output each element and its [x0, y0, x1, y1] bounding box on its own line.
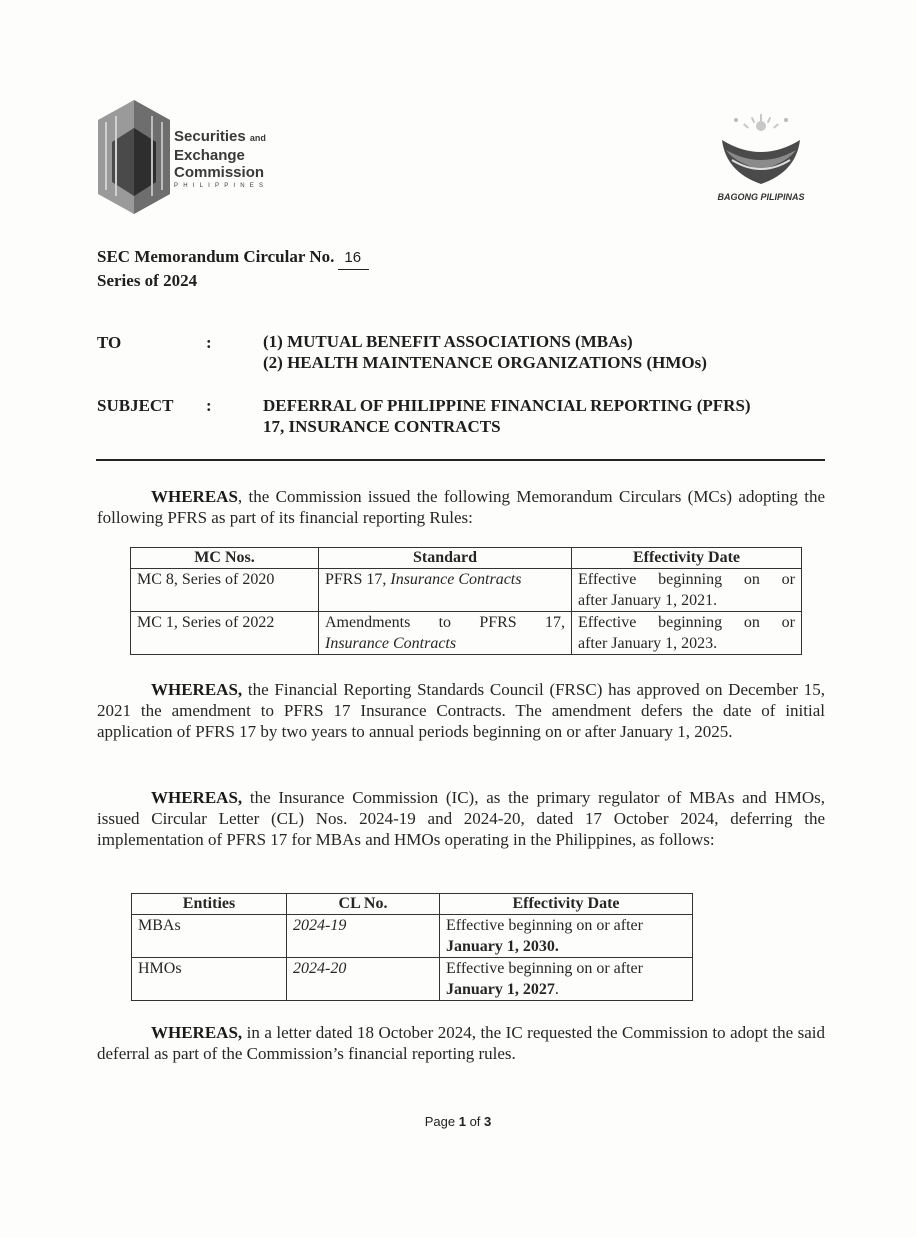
to-recipient-1: (1) MUTUAL BENEFIT ASSOCIATIONS (MBAs) [263, 332, 633, 351]
table-cell: Effective beginning on or after January 1, 2027. [440, 958, 693, 1001]
circular-title: SEC Memorandum Circular No. [97, 247, 335, 266]
cl-table [131, 893, 693, 1001]
table-header-row [132, 894, 693, 915]
table-header-cell: Standard [319, 548, 572, 569]
table-cell: Effective beginning on or after January 1, 2021. [572, 569, 802, 612]
page-number: Page 1 of 3 [424, 1114, 492, 1129]
sec-emblem-icon [96, 98, 172, 216]
whereas-paragraph-4: WHEREAS, in a letter dated 18 October 2024, the IC requested the Commission to adopt the said deferral as part of the Commission’s financial reporting rules. [97, 1023, 825, 1063]
table-row [132, 958, 693, 1001]
whereas-paragraph-2: WHEREAS, the Financial Reporting Standards Council (FRSC) has approved on December 15, 2021 the amendment to PFRS 17 Insurance Contracts. The amendment defers the date of initial application of PFRS 17 by two years to annual periods beginning on or after January 1, 2025. [97, 680, 825, 741]
table-cell: 2024-20 [287, 958, 440, 1001]
to-recipient-2: (2) HEALTH MAINTENANCE ORGANIZATIONS (HMOs) [263, 353, 707, 372]
subject-text [263, 395, 751, 437]
bagong-pilipinas-text: BAGONG PILIPINAS [717, 192, 805, 202]
circular-title-block [97, 246, 369, 292]
table-cell: HMOs [132, 958, 287, 1001]
table-row [132, 915, 693, 958]
table-cell: MBAs [132, 915, 287, 958]
subject-colon: : [206, 396, 212, 415]
mc-table [130, 547, 802, 655]
sec-logo-text: Securities and Exchange Commission PHILIPPINES [174, 128, 269, 189]
to-label: TO [97, 333, 122, 352]
table-cell: MC 8, Series of 2020 [131, 569, 319, 612]
circular-series: Series of 2024 [97, 271, 198, 290]
to-colon: : [206, 333, 212, 352]
table-header-cell: Entities [132, 894, 287, 915]
subject-line-2: 17, INSURANCE CONTRACTS [263, 417, 501, 436]
table-cell: Amendments to PFRS 17, Insurance Contracts [319, 612, 572, 655]
table-header-cell: Effectivity Date [572, 548, 802, 569]
table-row [131, 612, 802, 655]
whereas-paragraph-1: WHEREAS, the Commission issued the following Memorandum Circulars (MCs) adopting the following PFRS as part of its financial reporting Rules: [97, 487, 825, 527]
table-header-cell: CL No. [287, 894, 440, 915]
table-header-cell: Effectivity Date [440, 894, 693, 915]
table-header-row [131, 548, 802, 569]
sec-logo [96, 98, 296, 216]
to-recipients [263, 331, 707, 373]
table-cell: 2024-19 [287, 915, 440, 958]
table-cell: MC 1, Series of 2022 [131, 612, 319, 655]
table-row [131, 569, 802, 612]
whereas-paragraph-3: WHEREAS, the Insurance Commission (IC), as the primary regulator of MBAs and HMOs, issued Circular Letter (CL) Nos. 2024-19 and 2024-20, dated 17 October 2024, deferring the implementation of PFRS 17 for MBAs and HMOs operating in the Philippines, as follows: [97, 788, 825, 849]
table-cell: PFRS 17, Insurance Contracts [319, 569, 572, 612]
table-cell: Effective beginning on or after January 1, 2023. [572, 612, 802, 655]
circular-number: 16 [338, 247, 369, 270]
table-header-cell: MC Nos. [131, 548, 319, 569]
header-divider [96, 459, 825, 461]
bagong-pilipinas-emblem-icon [716, 112, 806, 190]
table-cell: Effective beginning on or after January 1, 2030. [440, 915, 693, 958]
subject-label: SUBJECT [97, 396, 174, 415]
bagong-pilipinas-logo [706, 112, 816, 208]
subject-line-1: DEFERRAL OF PHILIPPINE FINANCIAL REPORTING (PFRS) [263, 396, 751, 415]
